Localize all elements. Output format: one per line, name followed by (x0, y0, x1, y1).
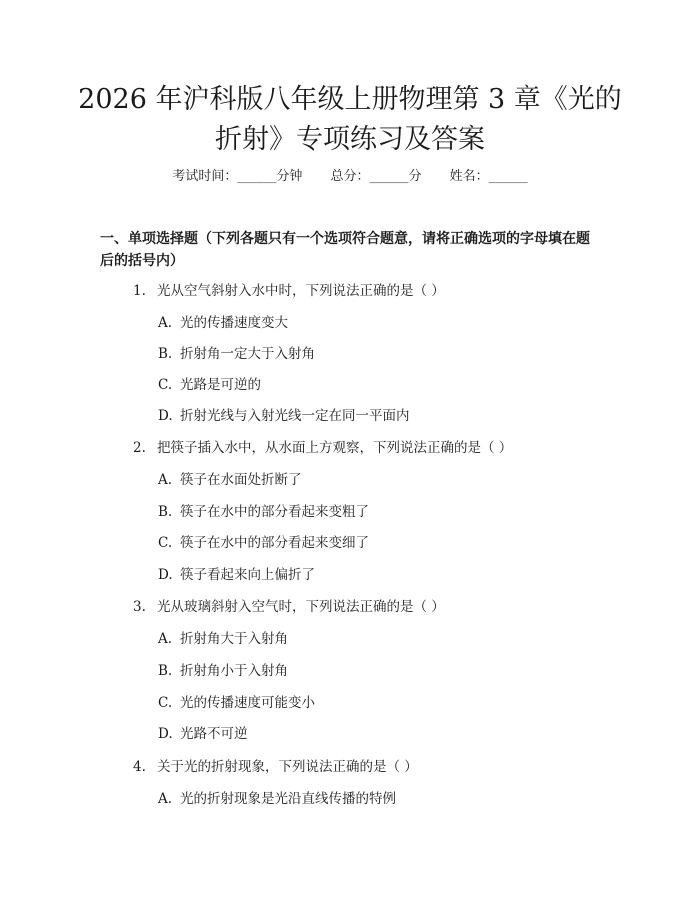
question-3 (133, 597, 445, 617)
question-number: 3. (133, 599, 146, 615)
question-1-option-d (158, 406, 410, 426)
question-2 (133, 438, 512, 458)
question-1 (133, 281, 445, 301)
question-4 (133, 757, 418, 777)
question-1-option-a (158, 313, 288, 333)
option-text: 折射光线与入射光线一定在同一平面内 (180, 408, 410, 424)
question-text: 光从玻璃斜射入空气时，下列说法正确的是（ ） (157, 599, 445, 615)
question-text: 把筷子插入水中，从水面上方观察，下列说法正确的是（ ） (157, 440, 513, 456)
question-1-option-c (158, 375, 261, 395)
question-3-option-a (158, 629, 288, 649)
option-text: 光路不可逆 (180, 726, 248, 742)
question-number: 2. (133, 440, 146, 456)
question-number: 4. (133, 759, 146, 775)
name-field: 姓名：______ (449, 169, 528, 184)
option-text: 折射角一定大于入射角 (180, 346, 315, 362)
option-letter: D. (158, 726, 173, 742)
option-letter: B. (158, 504, 173, 520)
option-letter: B. (158, 663, 173, 679)
question-2-option-b (158, 502, 369, 522)
option-letter: A. (158, 315, 173, 331)
option-text: 光的折射现象是光沿直线传播的特例 (180, 791, 396, 807)
question-text: 光从空气斜射入水中时，下列说法正确的是（ ） (157, 283, 445, 299)
section-heading: 一、单项选择题（下列各题只有一个选项符合题意，请将正确选项的字母填在题后的括号内） (100, 231, 590, 269)
option-text: 光的传播速度可能变小 (180, 695, 315, 711)
option-letter: C. (158, 377, 173, 393)
option-letter: D. (158, 567, 173, 583)
option-text: 折射角小于入射角 (180, 663, 288, 679)
exam-info-line (0, 167, 700, 187)
option-letter: A. (158, 631, 173, 647)
question-2-option-a (158, 470, 302, 490)
option-text: 筷子看起来向上偏折了 (180, 567, 315, 583)
question-4-option-a (158, 789, 396, 809)
question-3-option-d (158, 724, 248, 744)
option-text: 光路是可逆的 (180, 377, 261, 393)
option-letter: C. (158, 695, 173, 711)
option-text: 筷子在水中的部分看起来变细了 (180, 535, 369, 551)
option-text: 光的传播速度变大 (180, 315, 288, 331)
option-text: 筷子在水中的部分看起来变粗了 (180, 504, 369, 520)
option-text: 折射角大于入射角 (180, 631, 288, 647)
question-1-option-b (158, 344, 315, 364)
question-number: 1. (133, 283, 146, 299)
option-letter: D. (158, 408, 173, 424)
question-text: 关于光的折射现象，下列说法正确的是（ ） (157, 759, 418, 775)
total-score-field: 总分：______分 (330, 169, 422, 184)
question-3-option-b (158, 661, 288, 681)
question-3-option-c (158, 693, 315, 713)
option-text: 筷子在水面处折断了 (180, 472, 302, 488)
option-letter: A. (158, 472, 173, 488)
option-letter: B. (158, 346, 173, 362)
document-title-line-1: 2026 年沪科版八年级上册物理第 3 章《光的 (78, 84, 622, 115)
option-letter: A. (158, 791, 173, 807)
question-2-option-c (158, 533, 369, 553)
document-title-line-2: 折射》专项练习及答案 (215, 124, 485, 155)
question-2-option-d (158, 565, 315, 585)
exam-time-field: 考试时间：______分钟 (172, 169, 303, 184)
option-letter: C. (158, 535, 173, 551)
